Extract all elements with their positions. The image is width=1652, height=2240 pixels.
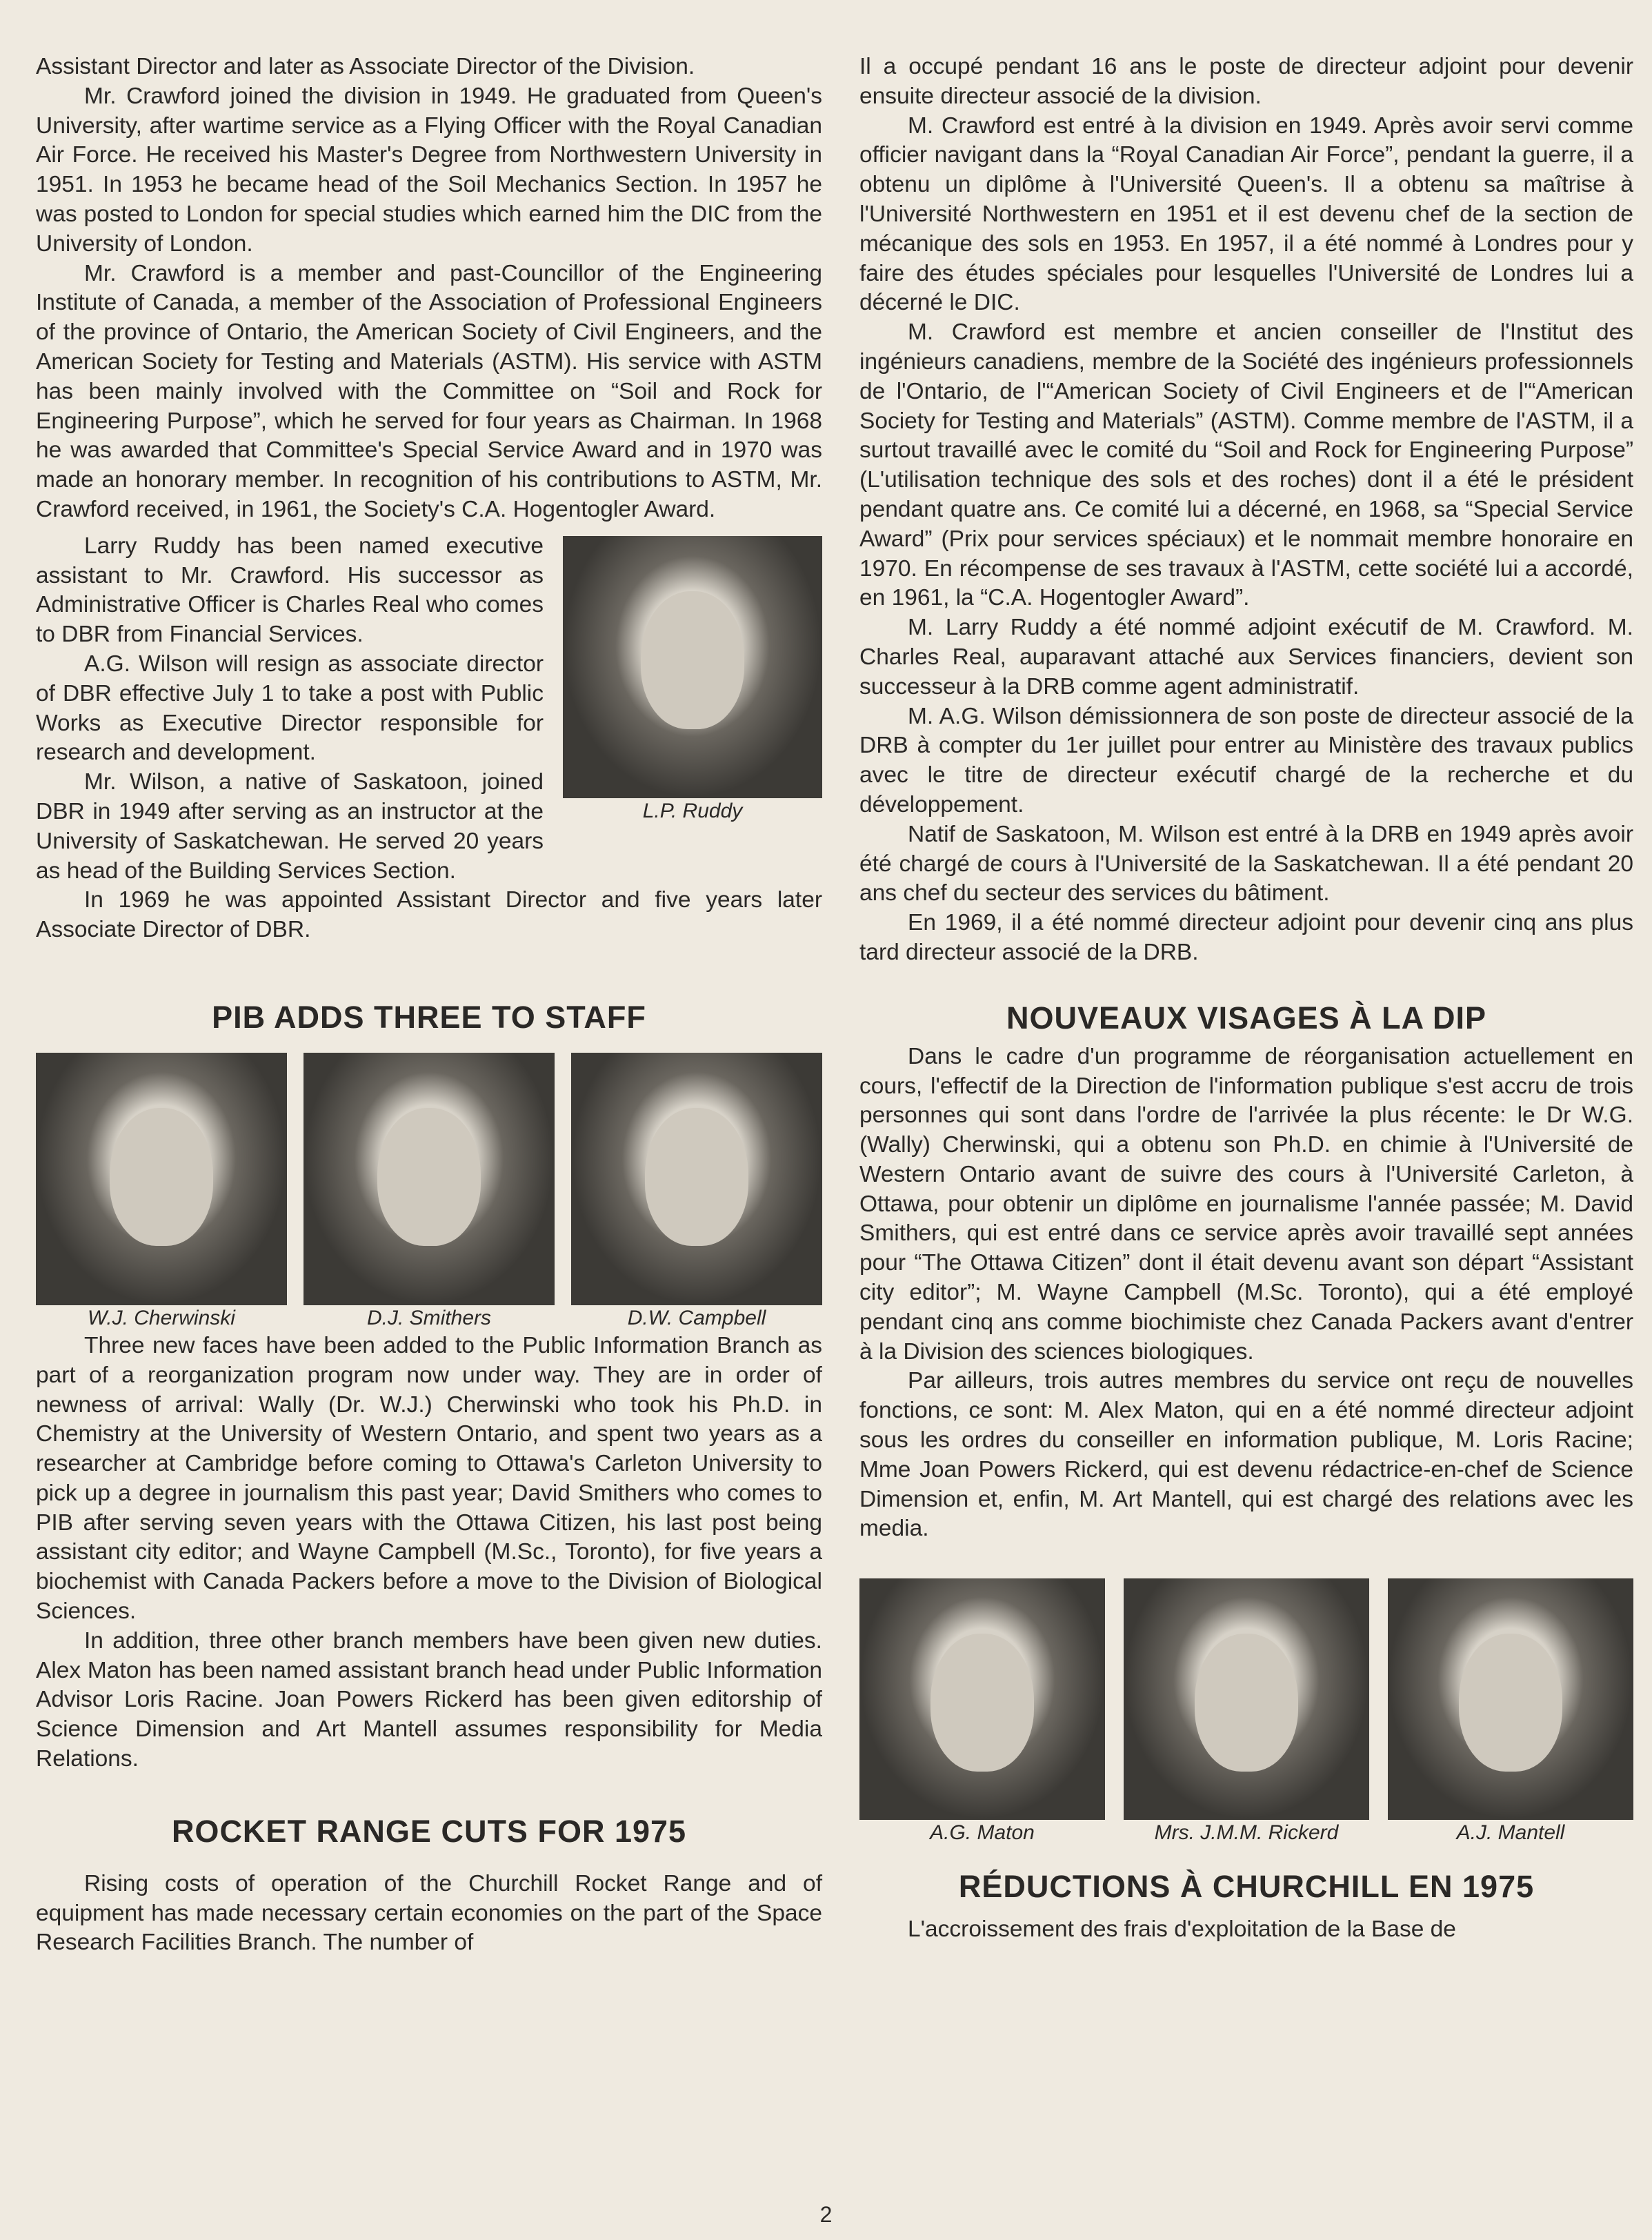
campbell-photo — [571, 1053, 822, 1305]
paragraph: Three new faces have been added to the Public Information Branch as part of a reorganization program now under way. They are in order of newness of arrival: Wally (Dr. W.J.) Cherwinski who took his Ph.D. in Chemistry at the University of Western Ontario, and spent two years as a researcher at Cambridge before coming to Ottawa's Carleton University to pick up a degree in journalism this past year; David Smithers who comes to PIB after serving seven years with the Ottawa Citizen, his last post being assistant city editor; and Wayne Campbell (M.Sc., Toronto), for five years a biochemist with Canada Packers before a move to the Division of Biological Sciences. — [36, 1332, 822, 1625]
paragraph: En 1969, il a été nommé directeur adjoint pour devenir cinq ans plus tard directeur associé de la DRB. — [859, 910, 1633, 965]
dip-heading: NOUVEAUX VISAGES À LA DIP — [1006, 1000, 1486, 1035]
paragraph: M. Larry Ruddy a été nommé adjoint exécutif de M. Crawford. M. Charles Real, auparavant attaché aux Services financiers, devient son successeur à la DRB comme agent administratif. — [859, 615, 1633, 700]
english-column — [36, 52, 822, 1958]
ruddy-figure — [563, 536, 822, 824]
pib-photo-cell — [36, 1053, 287, 1331]
pib-photo-row — [36, 1053, 822, 1331]
paragraph: Assistant Director and later as Associate Director of the Division. — [36, 54, 695, 79]
pib-photo-cell — [571, 1053, 822, 1331]
photo-caption: D.W. Campbell — [627, 1306, 766, 1329]
cherwinski-photo — [36, 1053, 287, 1305]
paragraph: A.G. Wilson will resign as associate director of DBR effective July 1 to take a post with Public Works as Executive Director responsible for research and development. — [36, 651, 544, 766]
paragraph: Natif de Saskatoon, M. Wilson est entré à la DRB en 1949 après avoir été chargé de cours à l'Université de la Saskatchewan. Il a été pendant 20 ans chef du secteur des services du bâtiment. — [859, 821, 1633, 906]
smithers-photo — [303, 1053, 555, 1305]
mantell-photo — [1388, 1578, 1633, 1820]
ruddy-caption: L.P. Ruddy — [642, 799, 743, 822]
photo-caption: D.J. Smithers — [366, 1306, 492, 1329]
rickerd-photo — [1124, 1578, 1369, 1820]
dip-photo-cell — [1124, 1578, 1369, 1846]
photo-caption: A.G. Maton — [930, 1821, 1035, 1845]
dip-photo-cell — [859, 1578, 1105, 1846]
ruddy-photo — [563, 536, 822, 798]
maton-photo — [859, 1578, 1105, 1820]
dip-photo-cell — [1388, 1578, 1633, 1846]
photo-caption: Mrs. J.M.M. Rickerd — [1154, 1821, 1339, 1845]
paragraph: In 1969 he was appointed Assistant Director and five years later Associate Director of DBR. — [36, 887, 822, 943]
paragraph: Dans le cadre d'un programme de réorganisation actuellement en cours, l'effectif de la Direction de l'information publique s'est accru de trois personnes qui sont dans l'ordre de l'arrivée la plus récente: le Dr W.G. (Wally) Cherwinski, qui a obtenu son Ph.D. en chimie à l'Université de Western Ontario avant de suivre des cours à l'Université Carleton, à Ottawa, pour obtenir un diplôme en journalisme l'année passée; M. David Smithers, qui est entré dans ce service après avoir travaillé sept années pour “The Ottawa Citizen” dont il était devenu avant son départ “Assistant city editor”; M. Wayne Campbell (M.Sc. Toronto), qui a été employé pendant cinq ans comme biochimiste chez Canada Packers avant d'entrer à la Division des sciences biologiques. — [859, 1043, 1633, 1365]
paragraph: Mr. Wilson, a native of Saskatoon, joined DBR in 1949 after serving as an instructor at the University of Saskatchewan. He served 20 years as head of the Building Services Section. — [36, 769, 544, 884]
paragraph: L'accroissement des frais d'exploitation de la Base de — [908, 1916, 1456, 1943]
rocket-heading: ROCKET RANGE CUTS FOR 1975 — [171, 1813, 687, 1849]
paragraph: Mr. Crawford is a member and past-Councillor of the Engineering Institute of Canada, a member of the Association of Professional Engineers of the province of Ontario, the American Society of Civil Engineers, and the American Society for Testing and Materials (ASTM). His service with ASTM has been mainly involved with the Committee on “Soil and Rock for Engineering Purpose”, which he served for four years as Chairman. In 1968 he was awarded that Committee's Special Service Award and in 1970 was made an honorary member. In recognition of his contributions to ASTM, Mr. Crawford received, in 1961, the Society's C.A. Hogentogler Award. — [36, 260, 822, 522]
dip-photo-row — [859, 1578, 1633, 1846]
churchill-heading: RÉDUCTIONS À CHURCHILL EN 1975 — [958, 1869, 1535, 1905]
paragraph: M. Crawford est entré à la division en 1949. Après avoir servi comme officier navigant dans la “Royal Canadian Air Force”, pendant la guerre, il a obtenu un diplôme à l'Université Queen's. Il a obtenu sa maîtrise à l'Université Northwestern en 1951 et il est devenu chef de la section de mécanique des sols en 1953. En 1957, il a été nommé à Londres pour y faire des études spéciales pour lesquelles l'Université de Londres lui a décerné le DIC. — [859, 112, 1633, 316]
paragraph: Il a occupé pendant 16 ans le poste de directeur adjoint pour devenir ensuite directeur associé de la division. — [859, 54, 1633, 109]
pib-photo-cell — [303, 1053, 555, 1331]
pib-heading: PIB ADDS THREE TO STAFF — [212, 999, 646, 1035]
paragraph: M. A.G. Wilson démissionnera de son poste de directeur associé de la DRB à compter du 1er juillet pour entrer au Ministère des travaux publics avec le titre de directeur exécutif chargé de la recherche et du développement. — [859, 703, 1633, 817]
paragraph: In addition, three other branch members have been given new duties. Alex Maton has been named assistant branch head under Public Information Advisor Loris Racine. Joan Powers Rickerd has been given editorship of Science Dimension and Art Mantell assumes responsibility for Media Relations. — [36, 1627, 822, 1772]
paragraph: M. Crawford est membre et ancien conseiller de l'Institut des ingénieurs canadiens, membre de la Société des ingénieurs professionnels de l'Ontario, de l'“American Society of Civil Engineers et de l'“American Society for Testing and Materials” (ASTM). Comme membre de l'ASTM, il a surtout travaillé avec le comité du “Soil and Rock for Engineering Purpose” (L'utilisation technique des sols et des roches) dont il a été le président pendant quatre ans. Ce comité lui a décerné, en 1968, sa “Special Service Award” (Prix pour services spéciaux) et le nommait membre honoraire en 1970. En récompense de ses travaux à l'ASTM, cette société lui a accordé, en 1961, la “C.A. Hogentogler Award”. — [859, 319, 1633, 611]
french-column — [859, 52, 1633, 1945]
photo-caption: A.J. Mantell — [1456, 1821, 1565, 1845]
paragraph: Rising costs of operation of the Churchill Rocket Range and of equipment has made necessary certain economies on the part of the Space Research Facilities Branch. The number of — [36, 1870, 822, 1956]
paragraph: Par ailleurs, trois autres membres du service ont reçu de nouvelles fonctions, ce sont: M. Alex Maton, qui en a été nommé directeur adjoint sous les ordres du conseiller en information publique, M. Loris Racine; Mme Joan Powers Rickerd, qui est devenu rédactrice-en-chef de Science Dimension et, enfin, M. Art Mantell, qui est chargé des relations avec les media. — [859, 1368, 1633, 1542]
page-number: 2 — [819, 2202, 833, 2227]
paragraph: Mr. Crawford joined the division in 1949. He graduated from Queen's University, after wartime service as a Flying Officer with the Royal Canadian Air Force. He received his Master's Degree from Northwestern University in 1951. In 1953 he became head of the Soil Mechanics Section. In 1957 he was posted to London for special studies which earned him the DIC from the University of London. — [36, 83, 822, 257]
paragraph: Larry Ruddy has been named executive assistant to Mr. Crawford. His successor as Administrative Officer is Charles Real who comes to DBR from Financial Services. — [36, 533, 544, 648]
photo-caption: W.J. Cherwinski — [88, 1306, 235, 1329]
